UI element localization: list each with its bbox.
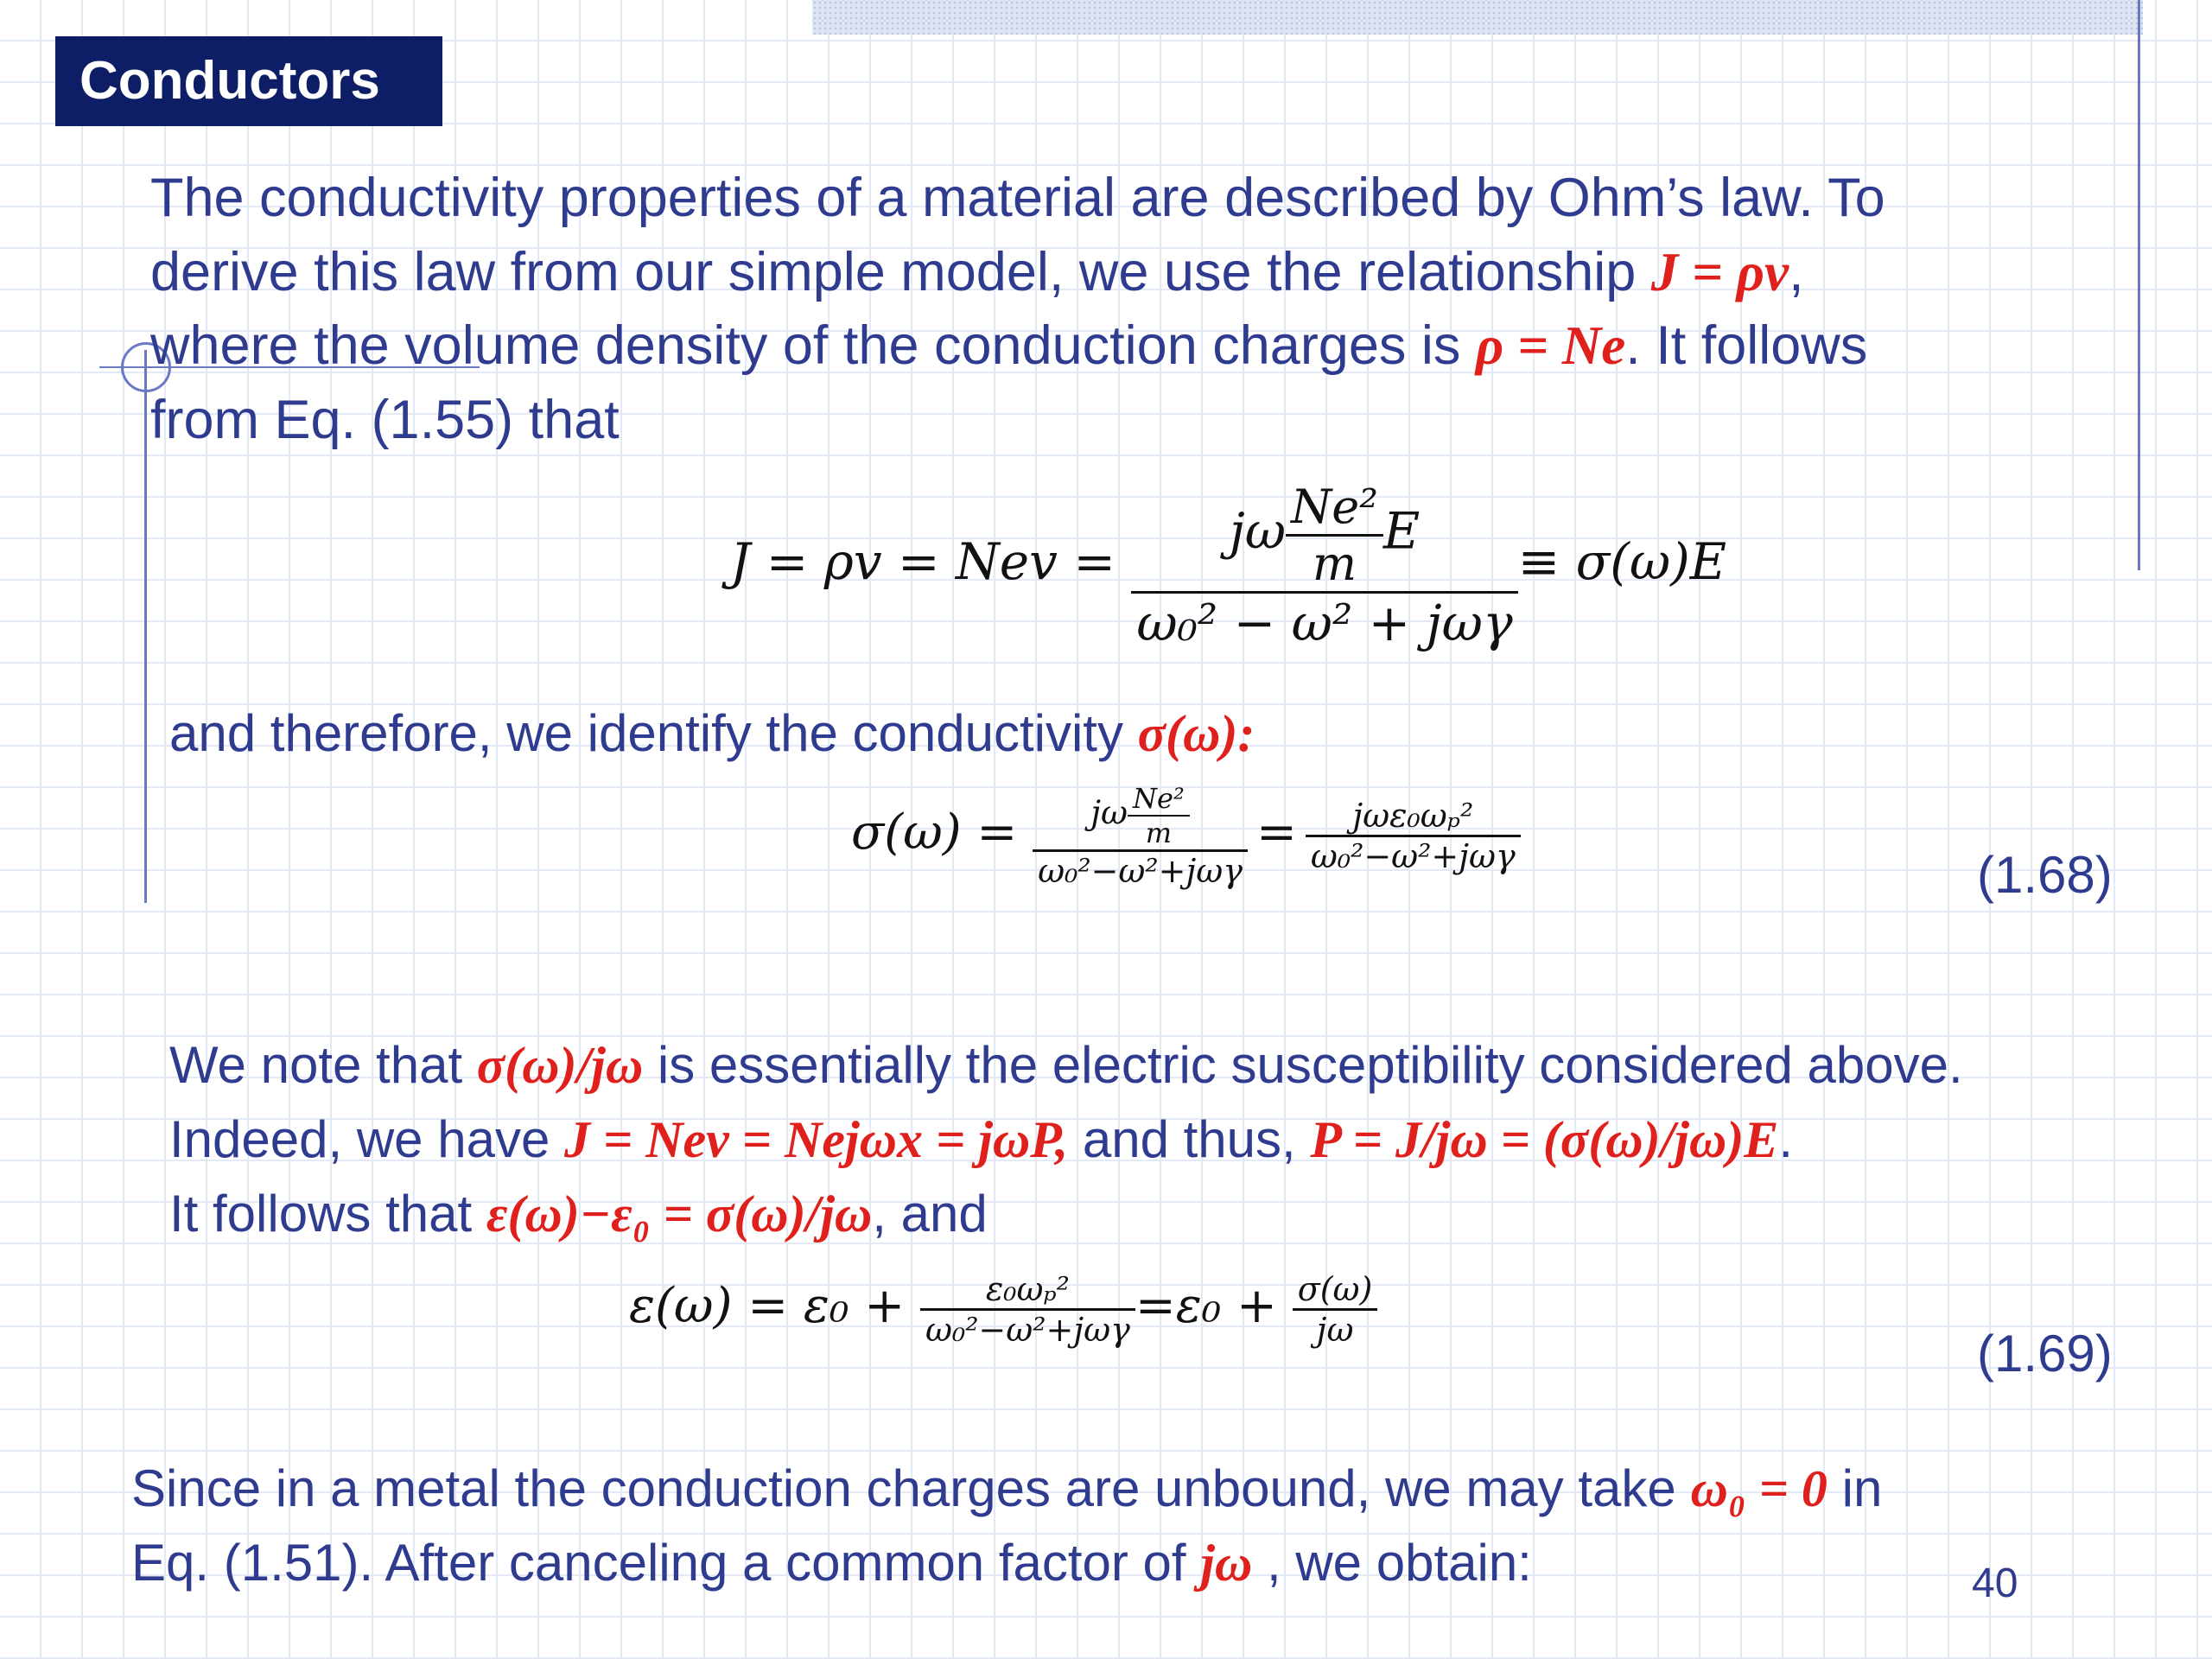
term: jω bbox=[1090, 793, 1128, 832]
eq-lhs: σ(ω) = bbox=[851, 804, 1033, 861]
math-jw: jω bbox=[1200, 1535, 1253, 1592]
paragraph-1-line-3 bbox=[150, 308, 1867, 383]
inner-numerator: Ne² bbox=[1286, 480, 1383, 537]
text: and thus, bbox=[1068, 1110, 1311, 1168]
inner-denominator: m bbox=[1145, 817, 1173, 849]
eq-denominator: ω₀²−ω²+jωγ bbox=[925, 1311, 1130, 1349]
equation-number-1-69: (1.69) bbox=[1977, 1325, 2113, 1382]
eq-fraction-2 bbox=[1306, 797, 1521, 875]
paragraph-3-line-2 bbox=[169, 1103, 1793, 1177]
text: is essentially the electric susceptibility considered above. bbox=[643, 1036, 1963, 1094]
slide-title: Conductors bbox=[55, 36, 442, 126]
paragraph-3-line-1 bbox=[169, 1028, 1963, 1103]
equation-number-1-68: (1.68) bbox=[1977, 846, 2113, 904]
math-j-rho-v: J = ρv bbox=[1650, 242, 1789, 302]
equals: = bbox=[1255, 804, 1297, 861]
text: It follows that bbox=[169, 1185, 486, 1243]
eq-fraction-1 bbox=[1033, 782, 1248, 890]
inner-fraction bbox=[1286, 480, 1383, 591]
paragraph-4-line-2 bbox=[131, 1526, 1532, 1600]
text: in bbox=[1827, 1459, 1883, 1517]
math-sigma-over-jw: σ(ω)/jω bbox=[476, 1037, 644, 1094]
inner-denominator: m bbox=[1312, 537, 1357, 591]
eq-mid: =ε₀ + bbox=[1135, 1278, 1293, 1334]
inner-fraction bbox=[1128, 782, 1190, 849]
math-omega0-zero: ω₀ = 0 bbox=[1690, 1460, 1827, 1517]
text: , bbox=[1789, 242, 1804, 302]
paragraph-3-line-3 bbox=[169, 1177, 988, 1251]
eq-numerator: jωε₀ωₚ² bbox=[1306, 797, 1521, 837]
paragraph-1-line-4: from Eq. (1.55) that bbox=[150, 390, 620, 450]
equation-current-density bbox=[730, 480, 1726, 652]
eq-denominator: jω bbox=[1316, 1311, 1354, 1349]
eq-fraction-1 bbox=[920, 1270, 1135, 1349]
eq-fraction bbox=[1131, 480, 1517, 652]
eq-fraction-2 bbox=[1293, 1270, 1378, 1349]
eq-numerator: ε₀ωₚ² bbox=[920, 1270, 1135, 1311]
paragraph-1-line-2 bbox=[150, 235, 1804, 309]
eq-denominator: ω₀²−ω²+jωγ bbox=[1310, 837, 1516, 875]
eq-denominator: ω₀²−ω²+jωγ bbox=[1038, 852, 1243, 890]
math-polarization: P = J/jω = (σ(ω)/jω)E bbox=[1310, 1111, 1779, 1168]
math-rho-ne: ρ = Ne bbox=[1475, 315, 1626, 376]
right-decoration-line bbox=[2138, 0, 2140, 570]
paragraph-4-line-1 bbox=[131, 1452, 1882, 1526]
text: . bbox=[1778, 1110, 1793, 1168]
text: Eq. (1.51). After canceling a common factor of bbox=[131, 1534, 1201, 1592]
text: , and bbox=[872, 1185, 988, 1243]
text: Indeed, we have bbox=[169, 1110, 565, 1168]
page-number: 40 bbox=[1972, 1560, 2018, 1606]
eq-rhs: ≡ σ(ω)E bbox=[1517, 532, 1727, 592]
math-current: J = Nev = Nejωx = jωP, bbox=[564, 1111, 1069, 1168]
inner-numerator: Ne² bbox=[1128, 782, 1190, 817]
eq-numerator: σ(ω) bbox=[1293, 1270, 1378, 1311]
equation-1-68 bbox=[851, 782, 1521, 890]
text: and therefore, we identify the conductivity bbox=[169, 704, 1138, 762]
eq-lhs: J = ρv = Nev = bbox=[730, 532, 1132, 592]
paragraph-1-line-1: The conductivity properties of a material are described by Ohm’s law. To bbox=[150, 168, 1885, 228]
term: jω bbox=[1229, 501, 1287, 561]
eq-numerator bbox=[1131, 480, 1517, 594]
text: , we obtain: bbox=[1252, 1534, 1532, 1592]
term: E bbox=[1382, 501, 1421, 561]
text: where the volume density of the conduction charges is bbox=[150, 315, 1476, 376]
eq-lhs: ε(ω) = ε₀ + bbox=[629, 1278, 920, 1334]
top-decoration-band bbox=[812, 0, 2143, 35]
math-epsilon: ε(ω)−ε₀ = σ(ω)/jω bbox=[486, 1185, 873, 1243]
equation-1-69 bbox=[629, 1270, 1377, 1349]
text: Since in a metal the conduction charges are unbound, we may take bbox=[131, 1459, 1691, 1517]
text: derive this law from our simple model, we use the relationship bbox=[150, 242, 1651, 302]
paragraph-2 bbox=[169, 696, 1255, 771]
text: We note that bbox=[169, 1036, 477, 1094]
math-sigma: σ(ω): bbox=[1137, 705, 1255, 762]
eq-denominator: ω₀² − ω² + jωγ bbox=[1136, 594, 1513, 652]
eq-numerator bbox=[1033, 782, 1248, 852]
left-decoration-line bbox=[144, 350, 147, 903]
text: . It follows bbox=[1625, 315, 1868, 376]
